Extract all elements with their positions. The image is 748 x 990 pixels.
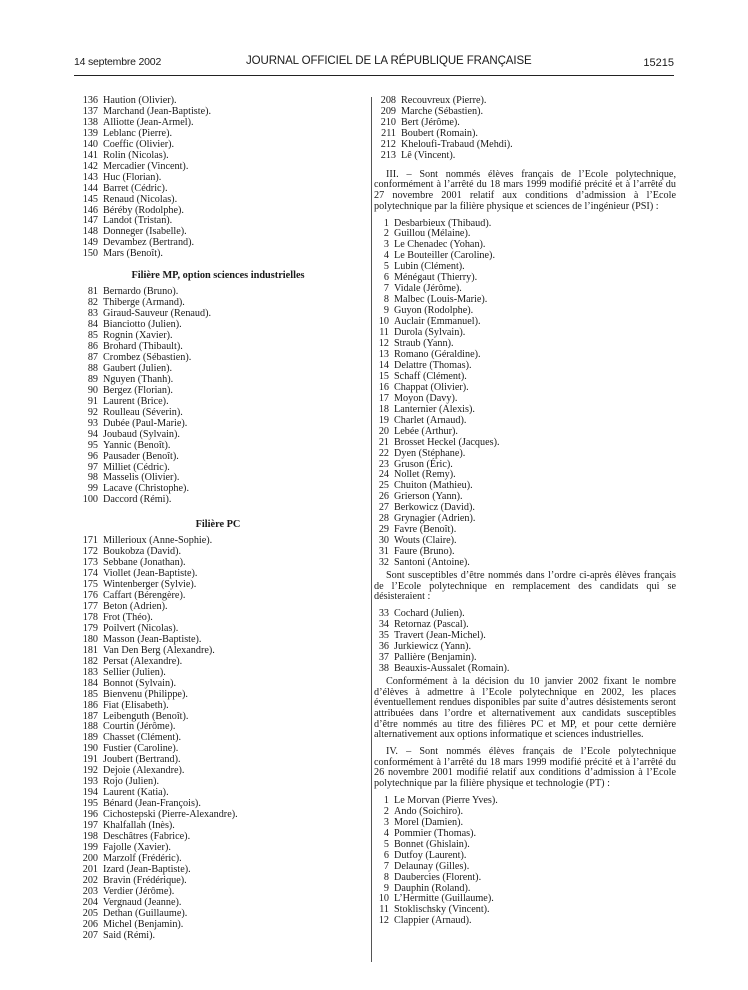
rank-number: 180	[82, 633, 98, 645]
rank-number: 186	[82, 699, 98, 711]
student-name: Alliotte (Jean-Armel).	[103, 116, 194, 128]
student-name: Straub (Yann).	[394, 338, 454, 350]
rank-number: 33	[378, 608, 389, 620]
rank-number: 193	[82, 776, 98, 788]
student-name: Barret (Cédric).	[103, 182, 168, 194]
rank-number: 35	[378, 630, 389, 642]
student-name: Laurent (Katia).	[103, 787, 169, 799]
student-name: Béréby (Rodolphe).	[103, 204, 184, 216]
student-name: Bergez (Florian).	[103, 384, 173, 396]
student-name: Chasset (Clément).	[103, 732, 182, 744]
rank-number: 22	[378, 447, 389, 459]
rank-number: 208	[380, 95, 396, 106]
rank-number: 5	[383, 838, 389, 850]
student-name: Nollet (Remy).	[394, 469, 456, 481]
list-item	[374, 916, 676, 927]
student-name: Wintenberger (Sylvie).	[103, 579, 197, 591]
student-name: Marzolf (Frédéric).	[103, 852, 182, 864]
header-date: 14 septembre 2002	[74, 56, 162, 68]
rank-number: 20	[378, 425, 389, 437]
rank-number: 172	[82, 546, 98, 558]
student-name: Lanternier (Alexis).	[394, 403, 475, 415]
student-name: Chappat (Olivier).	[394, 381, 469, 393]
rank-number: 197	[82, 820, 98, 832]
list-item	[374, 664, 676, 675]
student-name: Caffart (Bérengère).	[103, 590, 186, 602]
student-name: Recouvreux (Pierre).	[401, 95, 487, 106]
rank-number: 187	[82, 710, 98, 722]
rank-number: 140	[82, 138, 98, 150]
student-name: Fajolle (Xavier).	[103, 841, 171, 853]
rank-number: 182	[82, 655, 98, 667]
rank-number: 145	[82, 193, 98, 205]
student-name: Guyon (Rodolphe).	[394, 305, 474, 317]
rank-number: 26	[378, 491, 389, 503]
student-name: Nguyen (Thanh).	[103, 373, 174, 385]
student-name: Huc (Florian).	[103, 171, 162, 183]
student-name: Gruson (Éric).	[394, 458, 453, 470]
rank-number: 94	[87, 428, 98, 440]
student-name: Dejoie (Alexandre).	[103, 765, 185, 777]
rank-number: 12	[378, 915, 389, 927]
rank-number: 5	[383, 261, 389, 273]
section-title-pc: Filière PC	[195, 519, 241, 531]
paragraph-iv-pt: IV. – Sont nommés élèves français de l’Ecole polytechnique conformément à l’arrêté du 18 mars 1999 modifié précité et à l’arrêté du 26 novembre 2001 modifié relatif aux conditions d’admission à l’Ecole polytechnique par la filière physique et technologie (PT) :	[374, 746, 676, 790]
student-name: Brohard (Thibault).	[103, 341, 183, 353]
list-item	[76, 931, 340, 942]
student-name: Milliet (Cédric).	[103, 461, 170, 473]
student-name: Marchand (Jean-Baptiste).	[103, 105, 212, 117]
rank-number: 13	[378, 348, 389, 360]
page-header	[74, 56, 674, 74]
student-name: Joubaud (Sylvain).	[103, 428, 180, 440]
rank-number: 91	[87, 395, 98, 407]
student-name: Fustier (Caroline).	[103, 743, 179, 755]
rank-number: 7	[383, 860, 389, 872]
rank-number: 188	[82, 721, 98, 733]
header-rule	[74, 75, 674, 76]
student-name: Deschâtres (Fabrice).	[103, 831, 191, 842]
student-name: Gaubert (Julien).	[103, 362, 173, 374]
student-name: Renaud (Nicolas).	[103, 193, 178, 205]
rank-number: 138	[82, 116, 98, 128]
rank-number: 171	[82, 535, 98, 547]
student-name: Malbec (Louis-Marie).	[394, 294, 488, 306]
rank-number: 142	[82, 160, 98, 172]
section-title-mp-si: Filière MP, option sciences industrielles	[131, 270, 305, 282]
rank-number: 92	[87, 406, 98, 418]
student-name: Landot (Tristan).	[103, 215, 173, 227]
list-pc	[76, 536, 340, 941]
rank-number: 192	[82, 765, 98, 777]
student-name: Kheloufi-Trabaud (Mehdi).	[401, 138, 513, 150]
rank-number: 181	[82, 644, 98, 656]
rank-number: 23	[378, 458, 389, 470]
rank-number: 147	[82, 215, 98, 227]
rank-number: 202	[82, 874, 98, 886]
rank-number: 37	[378, 651, 389, 663]
student-name: Donneger (Isabelle).	[103, 226, 187, 238]
student-name: Courtin (Jérôme).	[103, 721, 176, 733]
paragraph-substitutes: Sont susceptibles d’être nommés dans l’ordre ci-après élèves français de l’Ecole polytechnique en remplacement des candidats qui se désisteraient :	[374, 570, 676, 603]
rank-number: 7	[383, 283, 389, 295]
student-name: Millerioux (Anne-Sophie).	[103, 535, 213, 547]
student-name: Masson (Jean-Baptiste).	[103, 633, 202, 645]
left-column	[76, 96, 340, 942]
rank-number: 14	[378, 359, 389, 371]
student-name: Michel (Benjamin).	[103, 918, 184, 930]
rank-number: 143	[82, 171, 98, 183]
rank-number: 88	[87, 362, 98, 374]
student-name: Verdier (Jérôme).	[103, 885, 175, 897]
rank-number: 9	[383, 305, 389, 317]
student-name: Cichostepski (Pierre-Alexandre).	[103, 809, 238, 821]
rank-number: 87	[87, 351, 98, 363]
student-name: Vergnaud (Jeanne).	[103, 896, 182, 908]
student-name: Lebée (Arthur).	[394, 425, 458, 437]
rank-number: 2	[383, 805, 389, 817]
student-name: Schaff (Clément).	[394, 370, 467, 382]
rank-number: 36	[378, 641, 389, 652]
student-name: Bianciotto (Julien).	[103, 319, 182, 331]
student-name: Stoklischsky (Vincent).	[394, 904, 490, 916]
rank-number: 179	[82, 622, 98, 634]
rank-number: 139	[82, 127, 98, 139]
student-name: Devambez (Bertrand).	[103, 237, 195, 249]
rank-number: 211	[381, 127, 396, 139]
rank-number: 81	[87, 286, 98, 298]
rank-number: 196	[82, 809, 98, 821]
rank-number: 195	[82, 798, 98, 810]
student-name: Dutfoy (Laurent).	[394, 849, 467, 861]
rank-number: 34	[378, 619, 389, 631]
student-name: Bienvenu (Philippe).	[103, 688, 188, 700]
rank-number: 185	[82, 688, 98, 700]
student-name: Bonnet (Ghislain).	[394, 838, 470, 850]
rank-number: 25	[378, 480, 389, 492]
student-name: Izard (Jean-Baptiste).	[103, 863, 191, 875]
rank-number: 30	[378, 535, 389, 547]
student-name: Rognin (Xavier).	[103, 330, 173, 342]
student-name: Travert (Jean-Michel).	[394, 630, 486, 642]
rank-number: 198	[82, 831, 98, 842]
rank-number: 174	[82, 568, 98, 580]
rank-number: 29	[378, 524, 389, 536]
rank-number: 17	[378, 392, 389, 404]
rank-number: 148	[82, 226, 98, 238]
student-name: Van Den Berg (Alexandre).	[103, 644, 215, 656]
rank-number: 178	[82, 611, 98, 623]
rank-number: 177	[82, 600, 98, 612]
rank-number: 93	[87, 417, 98, 429]
student-name: Thiberge (Armand).	[103, 297, 185, 309]
student-name: Brosset Heckel (Jacques).	[394, 436, 500, 448]
student-name: Fiat (Elisabeth).	[103, 699, 169, 711]
rank-number: 82	[87, 297, 98, 309]
rank-number: 150	[82, 248, 98, 260]
student-name: Beauxis-Aussalet (Romain).	[394, 662, 510, 674]
student-name: Dubée (Paul-Marie).	[103, 417, 188, 429]
student-name: Desbarbieux (Thibaud).	[394, 217, 492, 229]
list-mp-si	[76, 287, 340, 506]
rank-number: 212	[380, 138, 396, 150]
rank-number: 11	[379, 327, 389, 339]
student-name: Delaunay (Gilles).	[394, 860, 470, 872]
rank-number: 100	[82, 494, 98, 506]
student-name: Rolin (Nicolas).	[103, 149, 169, 161]
rank-number: 3	[383, 816, 389, 828]
student-name: Haution (Olivier).	[103, 95, 177, 106]
student-name: Romano (Géraldine).	[394, 348, 481, 360]
student-name: Pommier (Thomas).	[394, 827, 477, 839]
rank-number: 32	[378, 557, 389, 569]
student-name: Masselis (Olivier).	[103, 472, 180, 484]
rank-number: 4	[383, 827, 389, 839]
student-name: Bernardo (Bruno).	[103, 286, 179, 298]
rank-number: 183	[82, 666, 98, 678]
student-name: Rojo (Julien).	[103, 776, 160, 788]
student-name: Yannic (Benoît).	[103, 439, 171, 451]
rank-number: 200	[82, 852, 98, 864]
rank-number: 83	[87, 308, 98, 320]
student-name: Faure (Bruno).	[394, 546, 455, 558]
journal-title: JOURNAL OFFICIEL DE LA RÉPUBLIQUE FRANÇAISE	[246, 55, 532, 67]
student-name: Le Bouteiller (Caroline).	[394, 250, 495, 262]
student-name: Ando (Soichiro).	[394, 805, 464, 817]
student-name: Retornaz (Pascal).	[394, 619, 469, 631]
student-name: Charlet (Arnaud).	[394, 414, 467, 426]
rank-number: 201	[82, 863, 98, 875]
student-name: Bénard (Jean-François).	[103, 798, 201, 810]
rank-number: 19	[378, 414, 389, 426]
list-item	[374, 558, 676, 569]
rank-number: 176	[82, 590, 98, 602]
student-name: Dauphin (Roland).	[394, 882, 471, 894]
student-name: Le Chenadec (Yohan).	[394, 239, 486, 251]
rank-number: 204	[82, 896, 98, 908]
rank-number: 203	[82, 885, 98, 897]
student-name: Boukobza (David).	[103, 546, 182, 558]
student-name: Poilvert (Nicolas).	[103, 622, 179, 634]
student-name: Santoni (Antoine).	[394, 557, 470, 569]
rank-number: 96	[87, 450, 98, 462]
rank-number: 99	[87, 483, 98, 495]
student-name: Frot (Théo).	[103, 611, 153, 623]
rank-number: 1	[383, 217, 389, 229]
student-name: Delattre (Thomas).	[394, 359, 472, 371]
student-name: Lubin (Clément).	[394, 261, 465, 273]
rank-number: 149	[82, 237, 98, 249]
student-name: Wouts (Claire).	[394, 535, 457, 547]
rank-number: 213	[380, 149, 396, 161]
student-name: Vidale (Jérôme).	[394, 283, 462, 295]
rank-number: 10	[378, 893, 389, 905]
rank-number: 24	[378, 469, 389, 481]
rank-number: 210	[380, 116, 396, 128]
student-name: Sebbane (Jonathan).	[103, 557, 186, 569]
student-name: Pallière (Benjamin).	[394, 651, 477, 663]
rank-number: 1	[383, 794, 389, 806]
rank-number: 11	[379, 904, 389, 916]
rank-number: 15	[378, 370, 389, 382]
student-name: Cochard (Julien).	[394, 608, 465, 620]
student-name: Boubert (Romain).	[401, 127, 478, 139]
rank-number: 136	[82, 95, 98, 106]
rank-number: 2	[383, 228, 389, 240]
student-name: Roulleau (Séverin).	[103, 406, 183, 418]
student-name: Beton (Adrien).	[103, 600, 168, 612]
student-name: Laurent (Brice).	[103, 395, 169, 407]
rank-number: 97	[87, 461, 98, 473]
student-name: Persat (Alexandre).	[103, 655, 183, 667]
rank-number: 189	[82, 732, 98, 744]
student-name: Jurkiewicz (Yann).	[394, 641, 472, 652]
rank-number: 194	[82, 787, 98, 799]
student-name: Favre (Benoît).	[394, 524, 457, 536]
rank-number: 84	[87, 319, 98, 331]
student-name: Viollet (Jean-Baptiste).	[103, 568, 198, 580]
rank-number: 95	[87, 439, 98, 451]
list-item	[76, 495, 340, 506]
student-name: Lê (Vincent).	[401, 149, 456, 161]
student-name: Joubert (Bertrand).	[103, 754, 181, 766]
list-pt	[374, 796, 676, 927]
student-name: Moyon (Davy).	[394, 392, 458, 404]
rank-number: 4	[383, 250, 389, 262]
student-name: Dyen (Stéphane).	[394, 447, 466, 459]
rank-number: 90	[87, 384, 98, 396]
student-name: Khalfallah (Inès).	[103, 820, 175, 832]
student-name: Crombez (Sébastien).	[103, 351, 192, 363]
student-name: Mercadier (Vincent).	[103, 160, 189, 172]
list-pc-continued	[374, 96, 676, 162]
student-name: Guillou (Mélaine).	[394, 228, 471, 240]
rank-number: 209	[380, 105, 396, 117]
student-name: Daccord (Rémi).	[103, 494, 172, 506]
student-name: Dethan (Guillaume).	[103, 907, 188, 919]
rank-number: 8	[383, 294, 389, 306]
rank-number: 137	[82, 105, 98, 117]
list-psi	[374, 219, 676, 570]
student-name: Durola (Sylvain).	[394, 327, 466, 339]
rank-number: 27	[378, 502, 389, 514]
rank-number: 85	[87, 330, 98, 342]
student-name: Coeffic (Olivier).	[103, 138, 175, 150]
rank-number: 12	[378, 338, 389, 350]
rank-number: 8	[383, 871, 389, 883]
rank-number: 21	[378, 436, 389, 448]
rank-number: 184	[82, 677, 98, 689]
rank-number: 205	[82, 907, 98, 919]
rank-number: 3	[383, 239, 389, 251]
rank-number: 199	[82, 841, 98, 853]
rank-number: 28	[378, 513, 389, 525]
rank-number: 86	[87, 341, 98, 353]
student-name: Marche (Sébastien).	[401, 105, 484, 117]
student-name: Bravin (Frédérique).	[103, 874, 187, 886]
rank-number: 98	[87, 472, 98, 484]
rank-number: 38	[378, 662, 389, 674]
rank-number: 191	[82, 754, 98, 766]
rank-number: 173	[82, 557, 98, 569]
student-name: Auclair (Emmanuel).	[394, 316, 481, 328]
rank-number: 190	[82, 743, 98, 755]
student-name: Daubercies (Florent).	[394, 871, 482, 883]
student-name: Leblanc (Pierre).	[103, 127, 173, 139]
student-name: Morel (Damien).	[394, 816, 464, 828]
student-name: L’Hermitte (Guillaume).	[394, 893, 494, 905]
page-number: 15215	[643, 57, 674, 69]
rank-number: 206	[82, 918, 98, 930]
rank-number: 141	[82, 149, 98, 161]
right-column	[374, 96, 676, 927]
student-name: Said (Rémi).	[103, 929, 156, 941]
rank-number: 175	[82, 579, 98, 591]
student-name: Grynagier (Adrien).	[394, 513, 476, 525]
student-name: Giraud-Sauveur (Renaud).	[103, 308, 212, 320]
student-name: Grierson (Yann).	[394, 491, 463, 503]
column-divider	[371, 97, 372, 962]
student-name: Mars (Benoît).	[103, 248, 163, 260]
rank-number: 31	[378, 546, 389, 558]
rank-number: 207	[82, 929, 98, 941]
student-name: Bonnot (Sylvain).	[103, 677, 177, 689]
list-substitutes	[374, 609, 676, 675]
paragraph-iii-psi: III. – Sont nommés élèves français de l’Ecole polytechnique, conformément à l’arrêté du 18 mars 1999 modifié précité et à l’arrêté du 27 novembre 2001 relatif aux conditions d’admission à l’Ecole polytechnique par la filière physique et sciences de l’ingénieur (PSI) :	[374, 168, 676, 212]
list-item	[76, 249, 340, 260]
student-name: Leibenguth (Benoît).	[103, 710, 189, 722]
list-item	[374, 151, 676, 162]
rank-number: 9	[383, 882, 389, 894]
student-name: Chuiton (Mathieu).	[394, 480, 473, 492]
rank-number: 6	[383, 849, 389, 861]
student-name: Pausader (Benoît).	[103, 450, 179, 462]
student-name: Sellier (Julien).	[103, 666, 166, 678]
rank-number: 146	[82, 204, 98, 216]
student-name: Bert (Jérôme).	[401, 116, 460, 128]
student-name: Clappier (Arnaud).	[394, 915, 472, 927]
student-name: Ménégaut (Thierry).	[394, 272, 478, 284]
student-name: Berkowicz (David).	[394, 502, 475, 514]
rank-number: 18	[378, 403, 389, 415]
rank-number: 144	[82, 182, 98, 194]
list-mp-info-continued	[76, 96, 340, 260]
rank-number: 89	[87, 373, 98, 385]
student-name: Lacave (Christophe).	[103, 483, 189, 495]
student-name: Le Morvan (Pierre Yves).	[394, 794, 498, 806]
rank-number: 16	[378, 381, 389, 393]
paragraph-decision: Conformément à la décision du 10 janvier 2002 fixant le nombre d’élèves à admettre à l’Ecole polytechnique en 2002, les places éventuellement rendues disponibles par suite d’autres désistements seront attribuées dans l’ordre et alternativement aux candidats susceptibles d’être nommés au titre des filières PC et MP, et pour cette dernière alternativement aux options informatique et sciences industrielles.	[374, 675, 676, 741]
rank-number: 10	[378, 316, 389, 328]
rank-number: 6	[383, 272, 389, 284]
